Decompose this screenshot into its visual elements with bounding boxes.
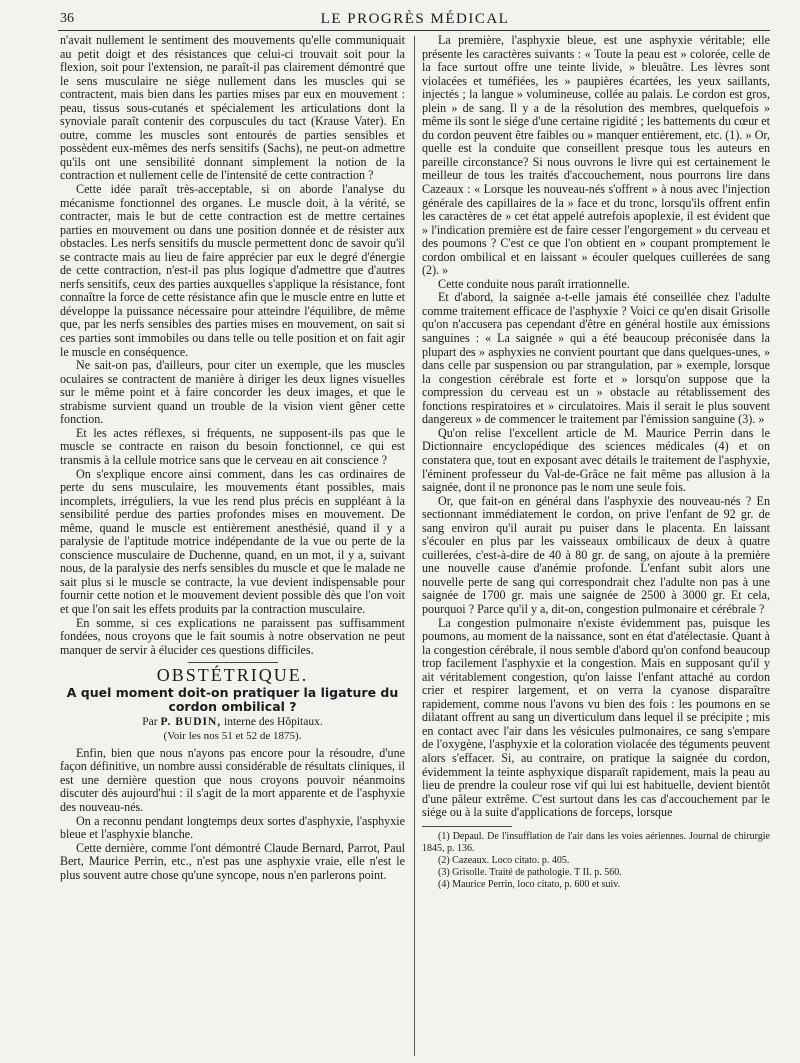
paragraph: Et d'abord, la saignée a-t-elle jamais été conseillée chez l'adulte comme traitement efficace de l'asphyxie ? Voici ce qu'en disait Grisolle qu'on n'accusera pas cependant d'être en général hostile aux émissions sanguines : « La saignée » qui a été beaucoup préconisée dans la plupart des » asphyxies ne convient pourtant que dans quelques-unes, » dans celle par suspension ou par strangulation, par » exemple, lorsque la congestion cérébrale est forte et » lorsqu'on suppose que la compression du cerveau est un » obstacle au rétablissement des fonctions respiratoires et » circulatoires. Mais il serait le plus souvent dangereux » de commencer le traitement par l'émission sanguine (3). » <box>422 290 770 427</box>
footnote: (1) Depaul. De l'insufflation de l'air dans les voies aériennes. Journal de chirurgie 1845, p. 136. <box>422 830 770 854</box>
journal-title: LE PROGRÈS MÉDICAL <box>320 11 510 27</box>
column-divider <box>414 36 415 1056</box>
byline-suffix: interne des Hôpitaux. <box>224 715 323 728</box>
paragraph: Qu'on relise l'excellent article de M. Maurice Perrin dans le Dictionnaire encyclopédique des sciences médicales (4) et on constatera que, tout en exposant avec détails le traitement de l'asphyxie, l'éminent professeur du Val-de-Grâce ne fait même pas allusion à la saignée, dont il ne prononce pas le nom une seule fois. <box>422 425 770 495</box>
footnote-divider <box>422 826 512 827</box>
section-divider <box>188 662 278 663</box>
footnote: (3) Grisolle. Traité de pathologie. T II. p. 560. <box>438 866 622 878</box>
paragraph: La première, l'asphyxie bleue, est une asphyxie véritable; elle présente les caractères suivants : « Toute la peau est » colorée, celle de la face surtout offre une teinte livide, » bleuâtre. Les lèvres sont violacées et tuméfiées, les » paupières écartées, les yeux saillants, injectés ; la langue » volumineuse, collée au palais. Le cordon est gros, plein » de sang. Il y a de la résolution des membres, quelquefois » même ils sont le siége d'une certaine rigidité ; les battements du cœur et du cordon peuvent être faibles ou » manquer entièrement, etc. (1). » Or, quelle est la conduite que conseillent presque tous les auteurs en pareille circonstance? Si nous ouvrons le livre qui est certainement le meilleur de tous les traités d'accouchement, nous pourrons lire dans Cazeaux : « Lorsque les nouveau-nés s'offrent » à nous avec l'injection générale des capillaires de la » face et du tronc, lorsqu'ils offrent enfin les caractères de » cet état appelé autrefois apoplexie, il est évident que » l'indication première est de faire cesser l'engorgement » du cerveau et des poumons ? C'est ce que l'on obtient en » coupant promptement le cordon ombilical et en laissant » écouler quelques cuillerées de sang (2). » <box>422 33 770 278</box>
byline-author: P. BUDIN, <box>160 715 222 728</box>
see-also-note: (Voir les nos 51 et 52 de 1875). <box>163 730 302 743</box>
paragraph: En somme, si ces explications ne paraissent pas suffisamment fondées, nous croyons que le fait soumis à notre observation ne peut manquer de servir à élucider ces questions difficiles. <box>60 615 405 657</box>
page-number: 36 <box>60 11 74 26</box>
paragraph: On s'explique encore ainsi comment, dans les cas ordinaires de perte du sens musculaire, les mouvements étant possibles, mais incomplets, irréguliers, la vue les rend plus précis en suppléant à la sensibilité perdue des parties profondes mises en mouvement. De même, quand le muscle est entièrement anesthésié, quand il y a paralysie de l'aptitude motrice indépendante de la vue ou perte de la conscience musculaire de Duchenne, quand, en un mot, il y a, suivant nous, de la paralysie des nerfs sensibles du muscle et que le malade ne sait plus si le muscle se contracte, la vue devient indispensable pour fournir cette notion et le mouvement devient possible dès que l'on voit et que l'on sait les effets produits par la contraction musculaire. <box>60 466 405 616</box>
page-header <box>60 8 770 32</box>
paragraph: n'avait nullement le sentiment des mouvements qu'elle communiquait au petit doigt et des résistances que celui-ci trouvait soit pour la flexion, soit pour l'extension, ne paraît-il pas clairement démontré que le sens musculaire ne siège nullement dans les muscles qui se contractent, mais bien dans les parties mises par eux en mouvement : peau, tissus sous-cutanés et spécialement les articulations dont la synoviale paraît contenir des corpuscules du tact (Krause Vater). En outre, comme les muscles sont entourés de parties sensibles et possèdent eux-mêmes des nerfs sensitifs (Sachs), ne peut-on admettre qu'ils ont une sensibilité donnant simplement la notion de la contraction et nullement celle de l'intensité de cette contraction ? <box>60 33 405 183</box>
header-rule <box>58 30 770 31</box>
paragraph: Et les actes réflexes, si fréquents, ne supposent-ils pas que le muscle se contracte en raison du besoin fonctionnel, ce qui est transmis à la cellule motrice sans que le cerveau en ait conscience ? <box>60 425 405 467</box>
paragraph: Cette conduite nous paraît irrationnelle. <box>438 276 630 291</box>
section-title: OBSTÉTRIQUE. <box>156 665 309 686</box>
article-paragraph: Enfin, bien que nous n'ayons pas encore pour la résoudre, d'une façon définitive, un nombre aussi considérable de résultats cliniques, il est une dernière question que nous croyons pouvoir néanmoins discuter dès aujourd'hui : il s'agit de la mort apparente et de l'asphyxie des nouveau-nés. <box>60 745 405 814</box>
article-title: A quel moment doit-on pratiquer la ligature du cordon ombilical ? <box>66 684 399 714</box>
paragraph: Or, que fait-on en général dans l'asphyxie des nouveau-nés ? En sectionnant immédiatement le cordon, on prive l'enfant de 92 gr. de sang environ qu'il aurait pu puiser dans le placenta. En laissant s'écouler en plus par les vaisseaux ombilicaux de deux à quatre cuillerées, c'est-à-dire de 40 à 80 gr. de sang, on ajoute à la première une nouvelle cause d'anémie profonde. L'enfant subit alors une nouvelle perte de sang qui correspondrait chez l'adulte non pas à une saignée de 1700 gr. mais une saignée de 2500 à 3000 gr. Et cela, pourquoi ? Parce qu'il y a, dit-on, congestion pulmonaire et cérébrale ? <box>422 493 770 616</box>
paragraph: La congestion pulmonaire n'existe évidemment pas, puisque les poumons, au moment de la naissance, sont en état d'atélectasie. Quant à la congestion cérébrale, il nous semble d'abord qu'on confond beaucoup trop facilement l'asphyxie et la congestion. Mais en supposant qu'il y ait véritablement congestion, qu'on laisse l'enfant attaché au cordon crier et respirer largement, et on verra la cyanose disparaître rapidement, comme nous l'avons vu bien des fois : les poumons en se dilatant offrent au sang un diverticulum dans lequel il se précipite ; mis en contact avec l'air dans les vésicules pulmonaires, ce sang s'empare de l'oxygène, l'asphyxie et la coloration violacée des téguments peuvent alors s'effacer. Si, au contraire, on pratique la saignée du cordon, évidemment la teinte asphyxique disparaît rapidement, mais la peau au lieu de prendre la couleur rose vif qui lui est habituelle, devient bientôt d'une pâleur extrême. C'est surtout dans les cas d'accouchement par le siége ou à la suite d'applications de forceps, lorsque <box>422 615 770 820</box>
byline-prefix: Par <box>142 715 158 728</box>
paragraph: Cette idée paraît très-acceptable, si on aborde l'analyse du mécanisme fonctionnel des organes. Le muscle doit, à la vérité, se contracter, mais le but de cette contraction est de mettre certaines parties en mouvement ou dans une position donnée et de résister aux obstacles. Les nerfs sensitifs du muscle permettent donc de savoir qu'il se contracte mais au lieu de faire apprécier par eux le degré d'énergie de cette contraction, n'est-il pas plus logique d'admettre que d'autres nerfs sensitifs, ceux des parties auxquelles s'applique la résistance, font connaître la force de cette résistance afin que le muscle entre en lutte et développe la puissance nécessaire pour atteindre l'équilibre, de même que, par les nerfs sensibles des parties mises en mouvement, on sait si ces parties sont immobiles ou dans telle ou telle position et on fait agir le muscle en conséquence. <box>60 182 405 359</box>
article-paragraph: On a reconnu pendant longtemps deux sortes d'asphyxie, l'asphyxie bleue et l'asphyxie blanche. <box>60 813 405 842</box>
footnote: (4) Maurice Perrin, loco citato, p. 600 et suiv. <box>438 878 621 890</box>
paragraph: Ne sait-on pas, d'ailleurs, pour citer un exemple, que les muscles oculaires se contractent de manière à diriger les deux lignes visuelles sur le même point et à faire concorder les deux images, et que le strabisme survient quand un trouble de la vision vient gêner cette fonction. <box>60 358 405 427</box>
right-column <box>422 34 770 891</box>
byline <box>60 716 405 730</box>
left-column <box>60 34 405 882</box>
footnote: (2) Cazeaux. Loco citato. p. 405. <box>438 854 570 866</box>
article-paragraph: Cette dernière, comme l'ont démontré Claude Bernard, Parrot, Paul Bert, Maurice Perrin, etc., n'est pas une asphyxie vraie, elle n'est le plus souvent autre chose qu'une syncope, nous n'en parlerons point. <box>60 840 405 882</box>
